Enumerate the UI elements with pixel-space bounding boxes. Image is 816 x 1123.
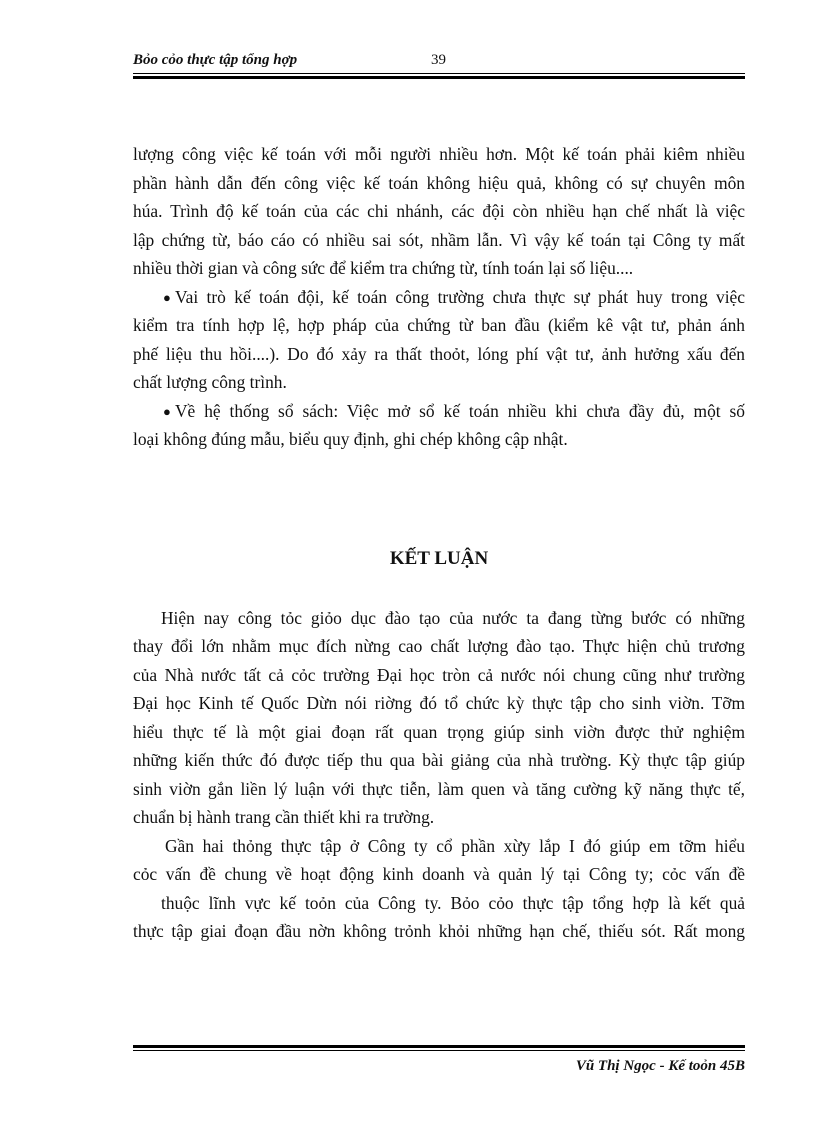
paragraph-3 xyxy=(133,832,745,946)
bullet-item-1 xyxy=(133,283,745,397)
text-line: sinh viờn gắn liền lý luận với thực tiễn, làm quen và tăng cường kỹ năng thực tế, xyxy=(133,778,745,799)
text-line: Đại học Kinh tế Quốc Dừn nói riờng đó tổ chức kỳ thực tập cho sinh viờn. Tỡm xyxy=(133,693,745,713)
text-line: thuộc lĩnh vực kế toỏn của Công ty. Bỏo cỏo thực tập tổng hợp là kết quả xyxy=(161,892,745,913)
text-line: thay đổi lớn nhằm mục đích nừng cao chất lượng đào tạo. Thực hiện chủ trương xyxy=(133,636,745,656)
text-line: loại không đúng mẫu, biểu quy định, ghi chép không cập nhật. xyxy=(133,429,568,449)
header-rule-thin xyxy=(133,73,745,74)
page-header xyxy=(133,50,745,80)
text-line: những kiến thức đó được tiếp thu qua bài giảng của nhà trường. Kỳ thực tập giúp xyxy=(133,750,745,770)
text-line: chuẩn bị hành trang cần thiết khi ra trường. xyxy=(133,807,435,827)
header-rule-thick xyxy=(133,76,745,79)
document-body xyxy=(133,140,745,946)
text-line: hiểu thực tế là một giai đoạn rất quan trọng giúp sinh viờn được thử nghiệm xyxy=(133,721,745,742)
text-line: Hiện nay công tỏc giỏo dục đào tạo của nước ta đang từng bước có những xyxy=(161,607,745,628)
bullet-icon: ● xyxy=(163,403,171,419)
text-line: húa. Trình độ kế toán của các chi nhánh, các đội còn nhiều hạn chế nhất là việc xyxy=(133,201,745,221)
text-line: chất lượng công trình. xyxy=(133,372,287,392)
text-line: lập chứng từ, báo cáo có nhiều sai sót, nhầm lẫn. Vì vậy kế toán tại Công ty mất xyxy=(133,229,745,250)
footer-rule-thick xyxy=(133,1045,745,1048)
page-number: 39 xyxy=(431,52,446,68)
text-line: lượng công việc kế toán với mỗi người nhiều hơn. Một kế toán phải kiêm nhiều xyxy=(133,144,745,164)
footer-rule-thin xyxy=(133,1050,745,1051)
text-line: thực tập giai đoạn đầu nờn không trỏnh khỏi những hạn chế, thiếu sót. Rất mong xyxy=(133,921,745,941)
paragraph-2 xyxy=(133,604,745,832)
text-line: nhiều thời gian và công sức để kiểm tra chứng từ, tính toán lại số liệu.... xyxy=(133,258,634,278)
page-footer xyxy=(133,1040,745,1080)
paragraph-1 xyxy=(133,140,745,283)
text-line: của Nhà nước tất cả cỏc trường Đại học tròn cả nước nói chung cũng như trường xyxy=(133,664,745,685)
text-line: cỏc vấn đề chung về hoạt động kinh doanh và quản lý tại Công ty; cỏc vấn đề xyxy=(133,864,745,884)
text-line: Về hệ thống sổ sách: Việc mở sổ kế toán nhiều khi chưa đầy đủ, một số xyxy=(175,400,745,421)
footer-author: Vũ Thị Ngọc - Kế toỏn 45B xyxy=(575,1058,745,1074)
bullet-icon: ● xyxy=(163,289,171,305)
text-line: Vai trò kế toán đội, kế toán công trường chưa thực sự phát huy trong việc xyxy=(175,286,745,307)
bullet-line xyxy=(133,397,745,426)
section-heading: KẾT LUẬN xyxy=(389,547,489,569)
text-line: Gần hai thỏng thực tập ở Công ty cổ phần xừy lắp I đó giúp em tỡm hiểu xyxy=(165,835,745,856)
header-title: Bỏo cỏo thực tập tổng hợp xyxy=(133,52,298,68)
bullet-line xyxy=(133,283,745,312)
bullet-item-2 xyxy=(133,397,745,454)
text-line: phế liệu thu hồi....). Do đó xảy ra thất thoỏt, lóng phí vật tư, ảnh hưởng xấu đến xyxy=(133,343,745,364)
text-line: phần hành dẫn đến công việc kế toán không hiệu quả, không có sự chuyên môn xyxy=(133,172,745,193)
text-line: kiểm tra tính hợp lệ, hợp pháp của chứng từ ban đầu (kiểm kê vật tư, phản ánh xyxy=(133,315,745,335)
